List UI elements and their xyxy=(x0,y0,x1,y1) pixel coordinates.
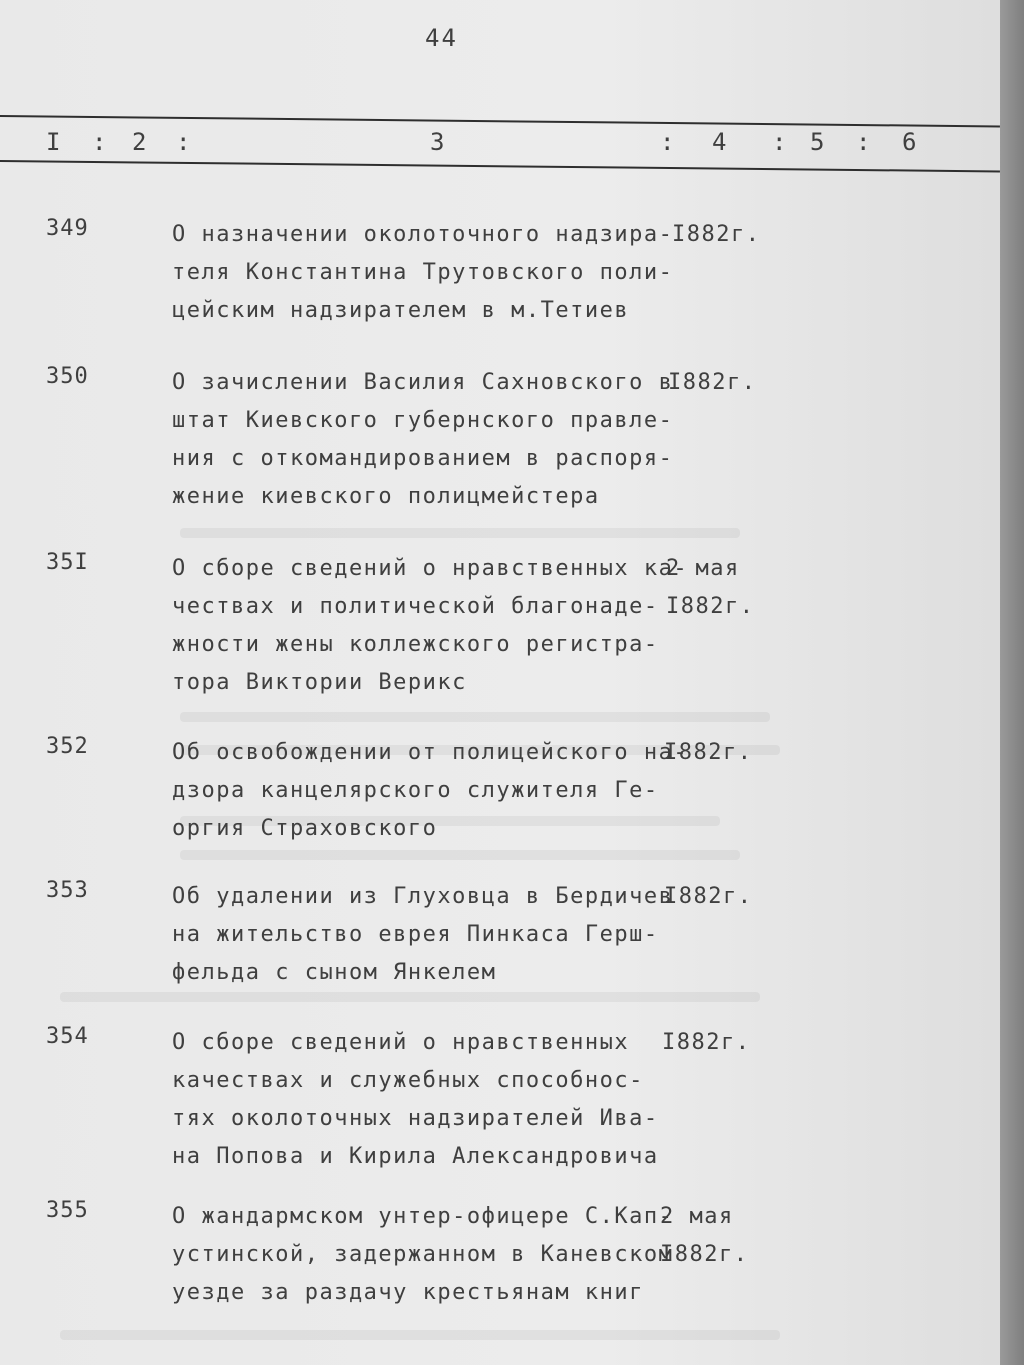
entry-number: 35I xyxy=(46,550,89,575)
column-header-3: 3 xyxy=(430,128,445,156)
column-header-1: I xyxy=(46,128,61,156)
entry-line: Об освобождении от полицейского на- xyxy=(172,740,689,765)
entry-line: уезде за раздачу крестьянам книг xyxy=(172,1280,644,1305)
entry-date-line: I882г. xyxy=(660,1242,749,1267)
column-header-sep: : xyxy=(92,128,107,156)
entry-line: на жительство еврея Пинкаса Герш- xyxy=(172,922,659,947)
column-header-sep: : xyxy=(856,128,871,156)
entry-number: 354 xyxy=(46,1024,89,1049)
entry-date xyxy=(660,1198,748,1274)
page-edge-shadow xyxy=(1000,0,1024,1365)
entry-date-line: I882г. xyxy=(672,222,761,247)
entry-line: О жандармском унтер-офицере С.Кап- xyxy=(172,1204,674,1229)
entry-line: чествах и политической благонаде- xyxy=(172,594,659,619)
column-header-5: 5 xyxy=(810,128,825,156)
entry-number: 350 xyxy=(46,364,89,389)
entry-line: О зачислении Василия Сахновского в xyxy=(172,370,674,395)
entry-date xyxy=(668,364,756,402)
entry-number: 352 xyxy=(46,734,89,759)
entry-number: 353 xyxy=(46,878,89,903)
entry-line: качествах и служебных способнос- xyxy=(172,1068,644,1093)
entry-line: жности жены коллежского регистра- xyxy=(172,632,659,657)
entry-line: жение киевского полицмейстера xyxy=(172,484,600,509)
entry-description xyxy=(172,550,688,702)
entry-line: тях околоточных надзирателей Ива- xyxy=(172,1106,659,1131)
entry-line: ния с откомандированием в распоря- xyxy=(172,446,674,471)
column-header-sep: : xyxy=(772,128,787,156)
entry-description xyxy=(172,364,673,516)
entry-line: на Попова и Кирила Александровича xyxy=(172,1144,659,1169)
entry-line: Об удалении из Глуховца в Бердичев xyxy=(172,884,674,909)
entry-line: О назначении околоточного надзира- xyxy=(172,222,674,247)
entry-line: устинской, задержанном в Каневском xyxy=(172,1242,674,1267)
entry-date xyxy=(666,550,754,626)
entry-date-line: 2 мая xyxy=(660,1204,734,1229)
entry-number: 349 xyxy=(46,216,89,241)
entry-line: теля Константина Трутовского поли- xyxy=(172,260,674,285)
entry-line: штат Киевского губернского правле- xyxy=(172,408,674,433)
column-header-6: 6 xyxy=(902,128,917,156)
entry-line: дзора канцелярского служителя Ге- xyxy=(172,778,659,803)
header-rule-top xyxy=(0,115,1000,127)
column-header-2: 2 xyxy=(132,128,147,156)
entry-date-line: I882г. xyxy=(664,884,753,909)
header-rule-bottom xyxy=(0,160,1000,172)
entry-date xyxy=(672,216,760,254)
column-header-sep: : xyxy=(176,128,191,156)
entry-date-line: I882г. xyxy=(668,370,757,395)
entry-date-line: I882г. xyxy=(666,594,755,619)
entry-date xyxy=(664,734,752,772)
entry-date xyxy=(662,1024,750,1062)
page-number: 44 xyxy=(425,24,458,52)
entry-date-line: 2 мая xyxy=(666,556,740,581)
entry-description xyxy=(172,216,673,330)
entry-date xyxy=(664,878,752,916)
entry-description xyxy=(172,734,688,848)
entry-line: О сборе сведений о нравственных xyxy=(172,1030,630,1055)
column-header-4: 4 xyxy=(712,128,727,156)
entry-line: фельда с сыном Янкелем xyxy=(172,960,497,985)
entry-line: оргия Страховского xyxy=(172,816,438,841)
entry-line: тора Виктории Верикс xyxy=(172,670,467,695)
entry-date-line: I882г. xyxy=(664,740,753,765)
entry-number: 355 xyxy=(46,1198,89,1223)
entry-description xyxy=(172,878,673,992)
column-header-sep: : xyxy=(660,128,675,156)
entry-description xyxy=(172,1024,659,1176)
entry-line: О сборе сведений о нравственных ка- xyxy=(172,556,689,581)
entry-date-line: I882г. xyxy=(662,1030,751,1055)
entry-description xyxy=(172,1198,673,1312)
entry-line: цейским надзирателем в м.Тетиев xyxy=(172,298,630,323)
